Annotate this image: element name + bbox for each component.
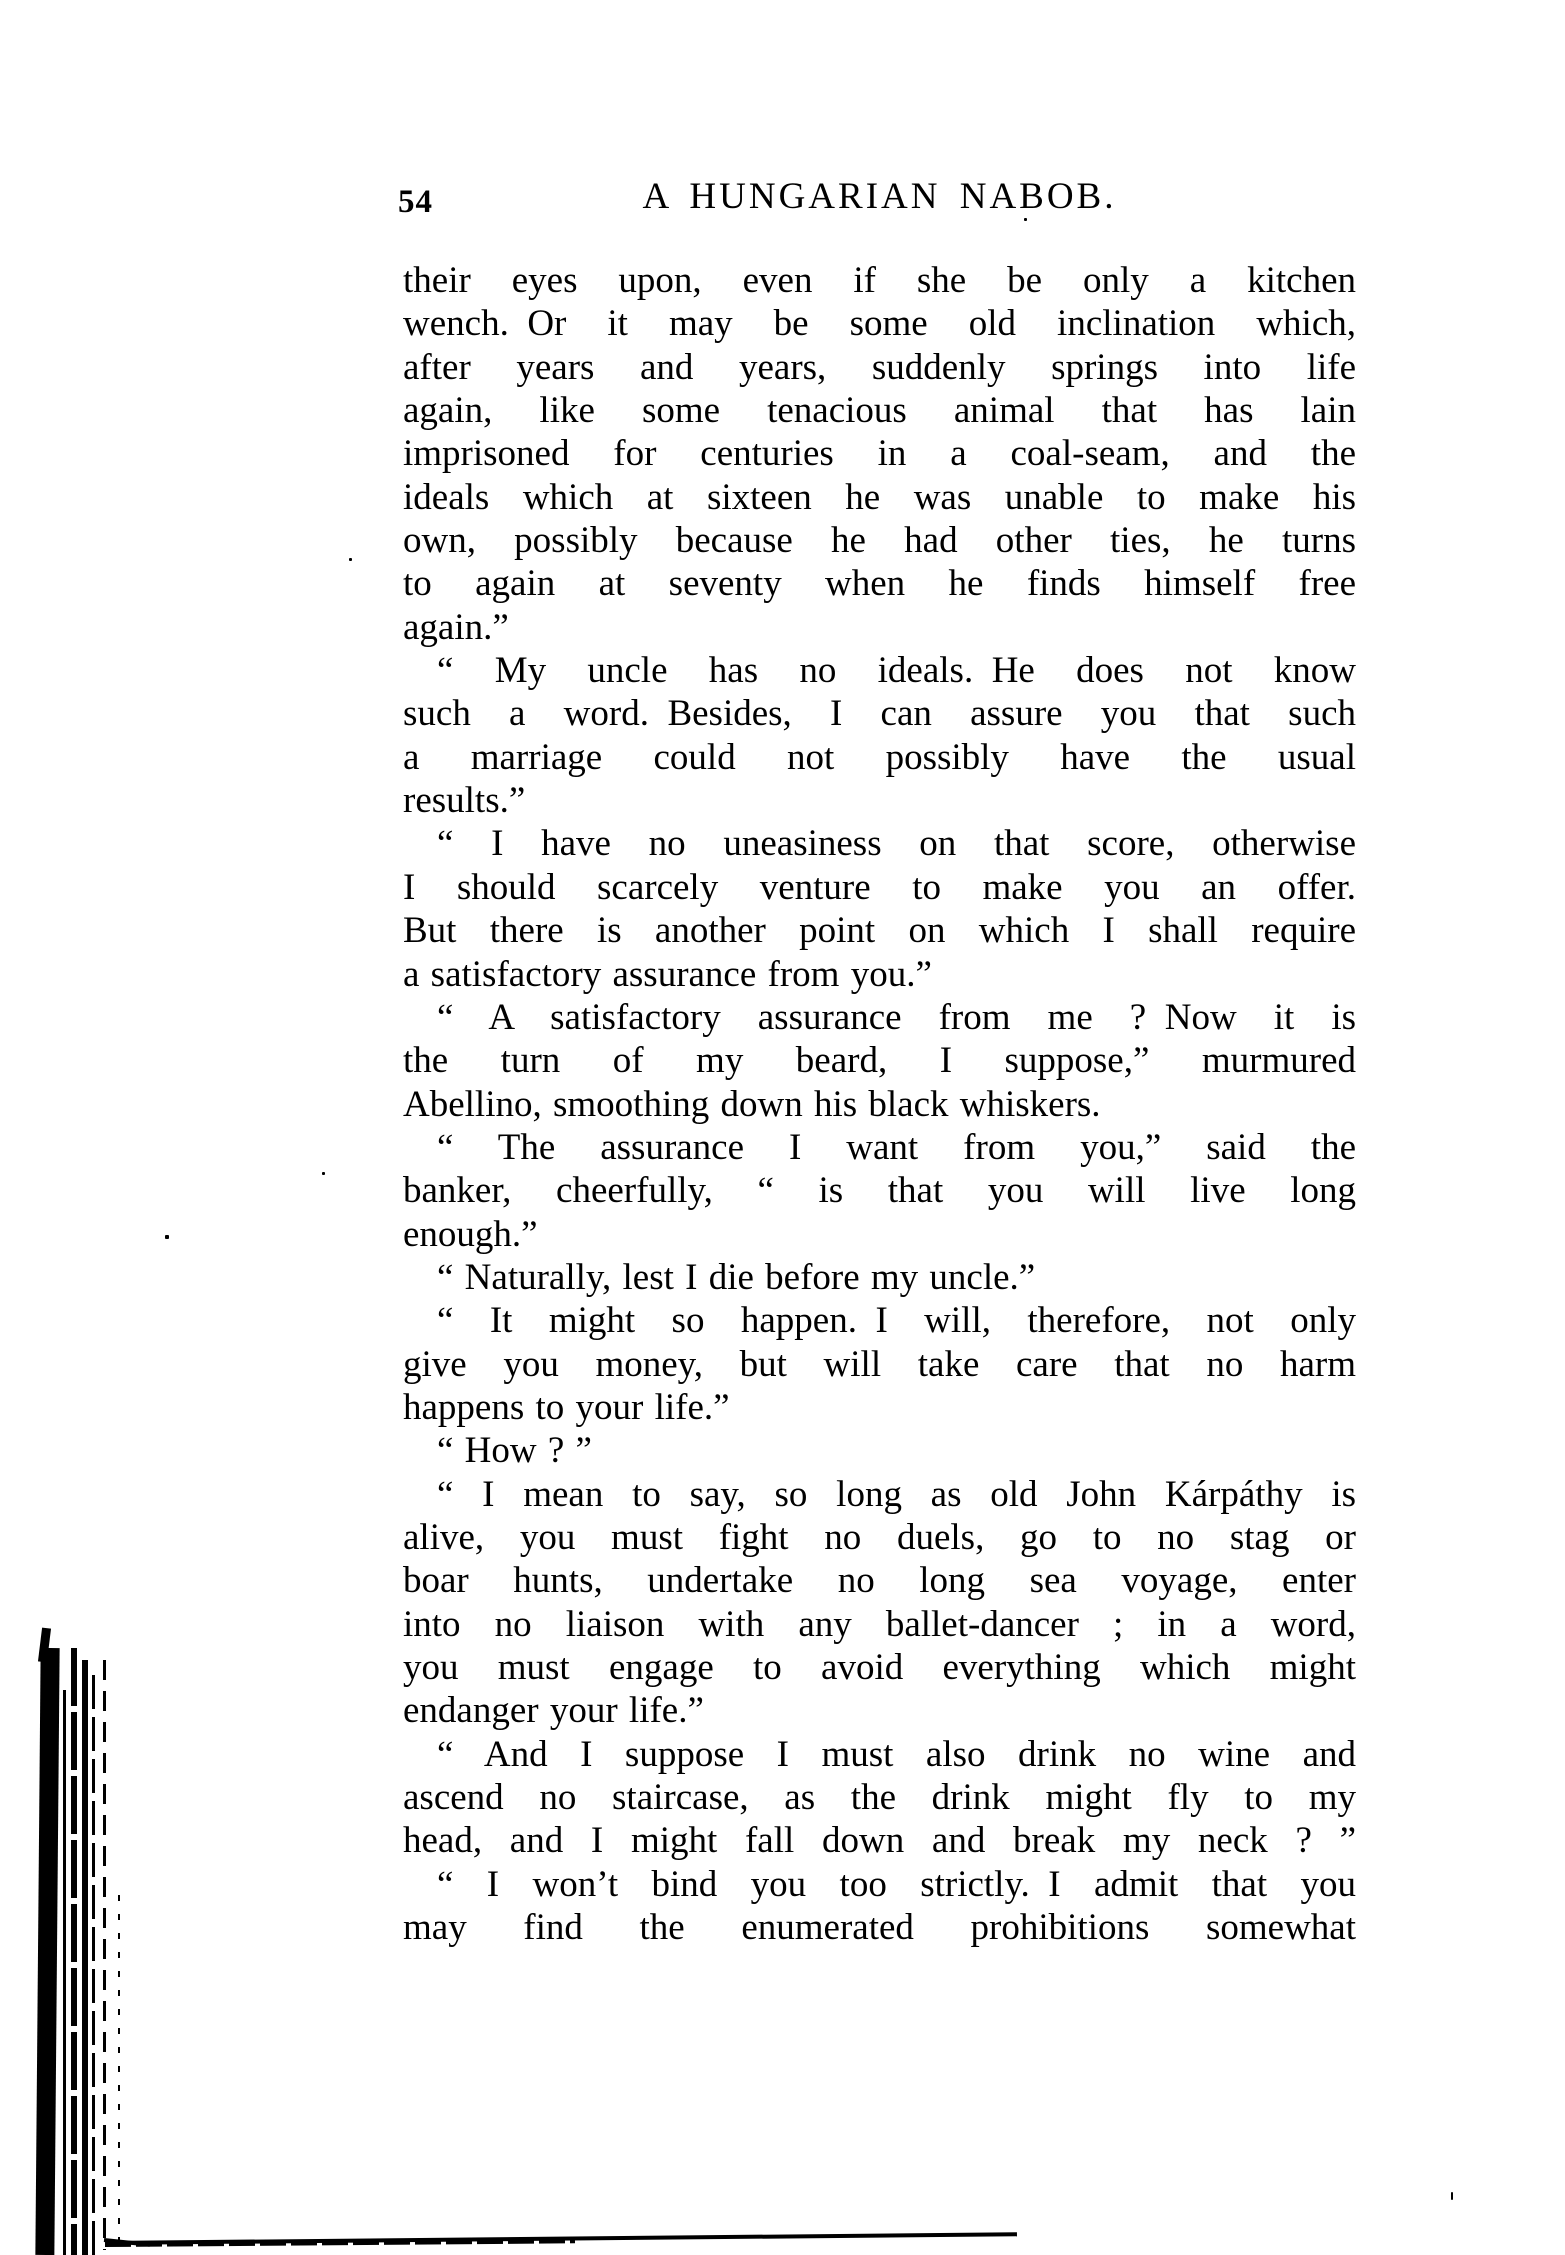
text-line: “ I won’t bind you too strictly. I admit that you bbox=[437, 1863, 1356, 1905]
text-line: to again at seventy when he finds himself free bbox=[403, 563, 1356, 605]
text-line: “ Naturally, lest I die before my uncle.” bbox=[437, 1256, 1036, 1298]
binding-smudge-streak bbox=[71, 1648, 77, 2255]
text-line: you must engage to avoid everything which might bbox=[403, 1647, 1356, 1688]
text-line: boar hunts, undertake no long sea voyage, enter bbox=[403, 1560, 1356, 1602]
text-line: alive, you must fight no duels, go to no stag or bbox=[403, 1516, 1356, 1558]
text-line: their eyes upon, even if she be only a kitchen bbox=[403, 260, 1356, 301]
text-line: ideals which at sixteen he was unable to make his bbox=[403, 476, 1356, 518]
text-line: ascend no staircase, as the drink might fly to my bbox=[403, 1777, 1356, 1819]
text-line: again.” bbox=[403, 606, 509, 648]
text-line: into no liaison with any ballet-dancer ; in a word, bbox=[403, 1603, 1356, 1645]
binding-smudge-streak bbox=[63, 1690, 66, 2255]
binding-smudge-streak bbox=[82, 1660, 88, 2255]
text-line: a satisfactory assurance from you.” bbox=[403, 953, 932, 995]
binding-smudge-streak bbox=[92, 1675, 95, 2255]
text-line: “ A satisfactory assurance from me ? Now it is bbox=[437, 996, 1356, 1038]
text-line: banker, cheerfully, “ is that you will live long bbox=[403, 1170, 1356, 1212]
text-line: again, like some tenacious animal that has lain bbox=[403, 390, 1356, 432]
text-block bbox=[403, 259, 1356, 1949]
ink-speck bbox=[165, 1235, 169, 1239]
text-line: after years and years, suddenly springs into life bbox=[403, 346, 1356, 388]
text-line: own, possibly because he had other ties, he turns bbox=[403, 520, 1356, 562]
text-line: a marriage could not possibly have the usual bbox=[403, 736, 1356, 778]
text-line: “ My uncle has no ideals. He does not know bbox=[437, 650, 1356, 692]
text-line: wench. Or it may be some old inclination which, bbox=[403, 303, 1356, 345]
text-line: imprisoned for centuries in a coal-seam, and the bbox=[403, 433, 1356, 475]
text-line: give you money, but will take care that no harm bbox=[403, 1343, 1356, 1385]
ink-speck bbox=[349, 558, 352, 561]
text-line: happens to your life.” bbox=[403, 1386, 730, 1428]
text-line: head, and I might fall down and break my neck ? ” bbox=[403, 1820, 1356, 1862]
text-line: I should scarcely venture to make you an offer. bbox=[403, 866, 1356, 908]
text-line: “ The assurance I want from you,” said the bbox=[437, 1126, 1356, 1168]
text-line: “ How ? ” bbox=[437, 1430, 592, 1472]
ink-speck bbox=[322, 1172, 325, 1175]
binding-smudge-streak bbox=[118, 1895, 120, 2245]
text-line: results.” bbox=[403, 780, 526, 822]
text-line: “ I have no uneasiness on that score, otherwise bbox=[437, 823, 1356, 865]
text-line: such a word. Besides, I can assure you that such bbox=[403, 693, 1356, 735]
text-line: “ And I suppose I must also drink no wine and bbox=[437, 1733, 1356, 1775]
text-line: may find the enumerated prohibitions somewhat bbox=[403, 1907, 1356, 1949]
running-title: A HUNGARIAN NABOB. bbox=[642, 176, 1117, 217]
text-line: “ It might so happen. I will, therefore, not only bbox=[437, 1300, 1356, 1342]
binding-smudge-streak bbox=[103, 1660, 106, 2250]
text-line: the turn of my beard, I suppose,” murmured bbox=[403, 1040, 1356, 1082]
page-number: 54 bbox=[398, 184, 433, 220]
text-line: Abellino, smoothing down his black whiskers. bbox=[403, 1083, 1101, 1125]
text-line: enough.” bbox=[403, 1213, 538, 1255]
ink-speck bbox=[1451, 2192, 1453, 2200]
binding-smudge-bar bbox=[35, 1648, 59, 2255]
text-line: “ I mean to say, so long as old John Kárpáthy is bbox=[437, 1473, 1356, 1515]
text-line: But there is another point on which I shall require bbox=[403, 910, 1356, 952]
text-line: endanger your life.” bbox=[403, 1690, 704, 1732]
ink-speck bbox=[1024, 218, 1027, 221]
